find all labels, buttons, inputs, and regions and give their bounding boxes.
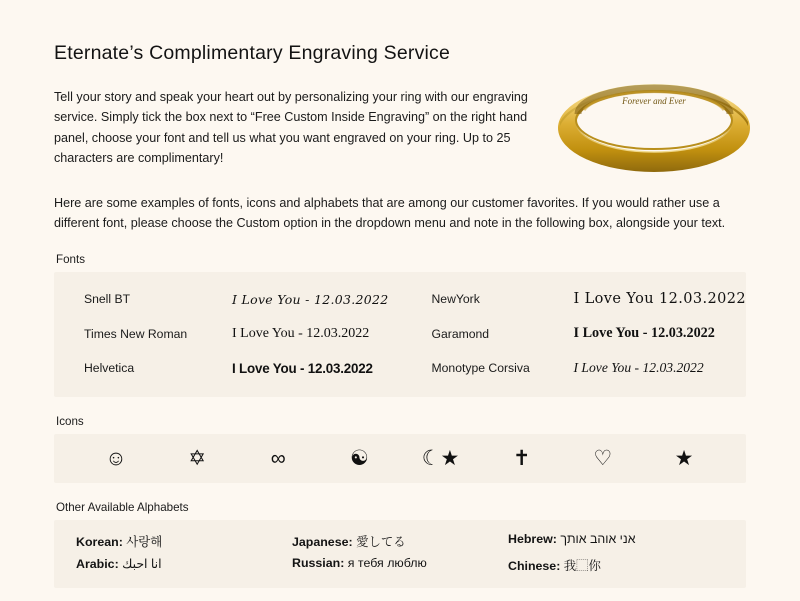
intro-paragraph-2: Here are some examples of fonts, icons and alphabets that are among our customer favorites. If you would rather use a different font, please choose the Custom option in the dropdown menu and note in the following box, alongside your text. (54, 195, 726, 230)
alphabet-value: я тебя люблю (347, 556, 427, 571)
alphabet-language-label: Russian: (292, 556, 345, 571)
heart-outline-icon: ♡ (593, 447, 613, 471)
yin-yang-icon: ☯ (350, 447, 369, 471)
smiley-face-icon: ☺ (105, 447, 127, 471)
alphabet-language-label: Hebrew: (508, 532, 557, 547)
font-name: Helvetica (84, 361, 135, 376)
icons-panel (54, 434, 746, 483)
star-and-crescent-icon: ☾★ (421, 447, 460, 471)
alphabet-value: 我⬚你 (563, 559, 601, 574)
alphabets-panel (54, 520, 746, 588)
alphabet-entry-chinese (508, 556, 724, 574)
latin-cross-icon: ✝ (512, 447, 531, 471)
alphabet-value: 愛してる (356, 535, 406, 550)
alphabet-language-label: Korean: (76, 535, 123, 550)
alphabets-section-label: Other Available Alphabets (56, 501, 189, 515)
font-name: Snell BT (84, 292, 131, 307)
alphabet-language-label: Japanese: (292, 535, 353, 550)
alphabet-entry-hebrew (508, 532, 724, 550)
alphabet-entry-japanese (292, 532, 508, 550)
alphabet-value: انا احبك (122, 557, 162, 572)
icons-section-label: Icons (56, 415, 84, 429)
page-title: Eternate’s Complimentary Engraving Service (54, 42, 451, 64)
font-sample: I Love You - 12.03.2022 (573, 325, 715, 342)
alphabet-value: אני אוהב אותך (560, 532, 636, 547)
alphabet-value: 사랑해 (126, 535, 163, 550)
alphabets-grid (54, 532, 746, 574)
font-sample: I Love You - 12.03.2022 (232, 360, 373, 376)
font-name: Monotype Corsiva (431, 361, 530, 376)
font-name: Garamond (431, 326, 490, 341)
alphabet-language-label: Chinese: (508, 559, 561, 574)
ring-engraving-text: Forever and Ever (622, 96, 686, 106)
alphabet-entry-arabic (76, 556, 292, 574)
font-sample: I Love You - 12.03.2022 (232, 325, 370, 341)
fonts-grid (54, 282, 746, 385)
ring-illustration (554, 70, 754, 178)
font-sample: I Love You - 12.03.2022 (573, 360, 704, 376)
intro-paragraph-1: Tell your story and speak your heart out by personalizing your ring with our engraving service. Simply tick the box next to “Free Custom Inside Engraving” on the right hand panel, choose your font and tell us what you want engraved on your ring. Up to 25 characters are complimentary! (54, 90, 528, 166)
icons-row (54, 448, 746, 469)
alphabet-language-label: Arabic: (76, 557, 119, 572)
font-name: Times New Roman (84, 326, 188, 341)
gold-ring-image (554, 70, 754, 178)
fonts-panel (54, 272, 746, 397)
alphabet-entry-russian (292, 556, 508, 574)
font-name: NewYork (431, 292, 480, 307)
fonts-section-label: Fonts (56, 253, 85, 267)
star-filled-icon: ★ (674, 447, 694, 471)
infinity-icon: ∞ (270, 447, 286, 471)
star-of-david-icon: ✡ (188, 447, 206, 471)
font-sample: I Love You 12.03.2022 (573, 291, 746, 308)
alphabet-entry-korean (76, 532, 292, 550)
font-sample: I Love You - 12.03.2022 (232, 291, 389, 307)
